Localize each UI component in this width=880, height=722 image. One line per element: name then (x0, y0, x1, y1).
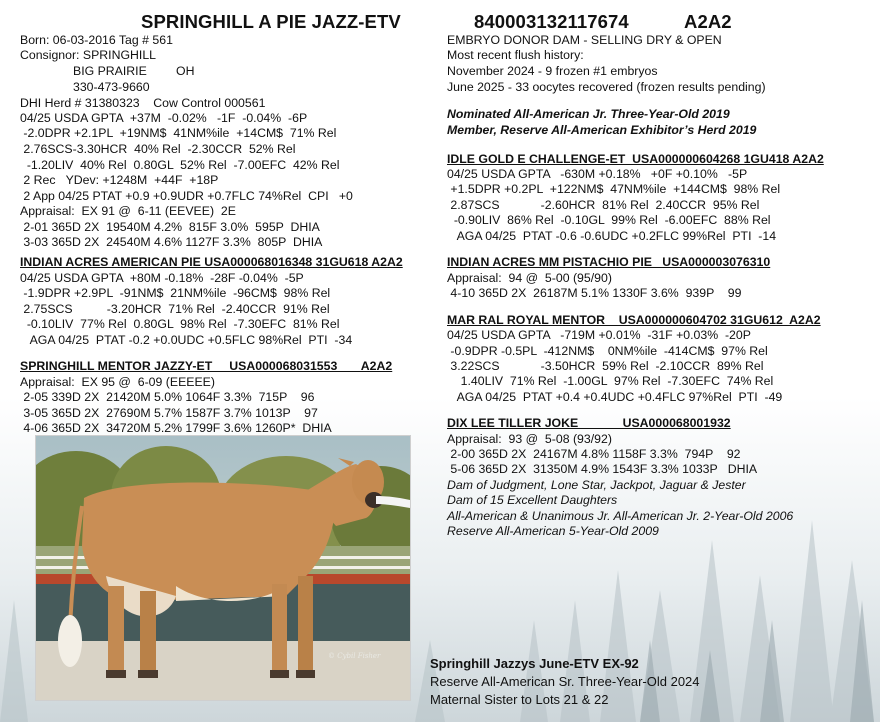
left-column (0, 0, 440, 436)
animal-name: SPRINGHILL A PIE JAZZ-ETV (141, 11, 401, 32)
mentor-line: 04/25 USDA GPTA -719M +0.01% -31F +0.03% -20P (447, 328, 751, 342)
beta-casein: A2A2 (684, 11, 732, 32)
idle-line: 04/25 USDA GPTA -630M +0.18% +0F +0.10% -5P (447, 167, 748, 181)
sire-line: -1.9DPR +2.9PL -91NM$ 21NM%ile -96CM$ 98% Rel (20, 286, 331, 300)
mentor-line: 3.22SCS -3.50HCR 59% Rel -2.10CCR 89% Rel (447, 359, 764, 373)
flush-history-line: June 2025 - 33 oocytes recovered (frozen results pending) (447, 80, 766, 94)
mentor-line: 1.40LIV 71% Rel -1.00GL 97% Rel -7.30EFC 74% Rel (447, 374, 774, 388)
sire-line: 04/25 USDA GPTA +80M -0.18% -28F -0.04% -5P (20, 271, 304, 285)
appraisal-line: Appraisal: EX 91 @ 6-11 (EEVEE) 2E (20, 204, 236, 218)
joke-line: 2-00 365D 2X 24167M 4.8% 1158F 3.3% 794P 92 (447, 447, 741, 461)
dam-line: 2-05 339D 2X 21420M 5.0% 1064F 3.3% 715P 96 (20, 390, 315, 404)
dam-line: Appraisal: EX 95 @ 6-09 (EEEEE) (20, 375, 215, 389)
mentor-title: MAR RAL ROYAL MENTOR USA000000604702 31GU612 A2A2 (447, 313, 821, 327)
consignor-line: Consignor: SPRINGHILL (20, 48, 157, 62)
pistachio-line: 4-10 365D 2X 26187M 5.1% 1330F 3.6% 939P 99 (447, 286, 742, 300)
dhi-line: DHI Herd # 31380323 Cow Control 000561 (20, 96, 266, 110)
dam-line: 4-06 365D 2X 34720M 5.2% 1799F 3.6% 1260P* DHIA (20, 421, 332, 435)
gpta-line: -1.20LIV 40% Rel 0.80GL 52% Rel -7.00EFC 42% Rel (20, 158, 340, 172)
joke-line: 5-06 365D 2X 31350M 4.9% 1543F 3.3% 1033P DHIA (447, 462, 758, 476)
caption-line: Reserve All-American Sr. Three-Year-Old 2024 (430, 674, 700, 689)
gpta-line: 04/25 USDA GPTA +37M -0.02% -1F -0.04% -6P (20, 111, 308, 125)
pistachio-line: Appraisal: 94 @ 5-00 (95/90) (447, 271, 612, 285)
joke-line: Appraisal: 93 @ 5-08 (93/92) (447, 432, 612, 446)
idle-line: -0.90LIV 86% Rel -0.10GL 99% Rel -6.00EFC 88% Rel (447, 213, 771, 227)
consignor-state: OH (176, 64, 195, 78)
idle-line: +1.5DPR +0.2PL +122NM$ 47NM%ile +144CM$ 98% Rel (447, 182, 781, 196)
record-line: 3-03 365D 2X 24540M 4.6% 1127F 3.3% 805P DHIA (20, 235, 323, 249)
dam-line: 3-05 365D 2X 27690M 5.7% 1587F 3.7% 1013P 97 (20, 406, 318, 420)
joke-note: Dam of Judgment, Lone Star, Jackpot, Jaguar & Jester (447, 478, 746, 492)
registration-number: 840003132117674 (474, 11, 629, 32)
sire-line: 2.75SCS -3.20HCR 71% Rel -2.40CCR 91% Rel (20, 302, 330, 316)
consignor-phone: 330-473-9660 (73, 80, 150, 94)
born-line: Born: 06-03-2016 Tag # 561 (20, 33, 173, 47)
caption-title: Springhill Jazzys June-ETV EX-92 (430, 656, 639, 671)
honor-line: Member, Reserve All-American Exhibitor’s Herd 2019 (447, 123, 757, 137)
gpta-line: 2.76SCS-3.30HCR 40% Rel -2.30CCR 52% Rel (20, 142, 296, 156)
sire-line: -0.10LIV 77% Rel 0.80GL 98% Rel -7.30EFC 81% Rel (20, 317, 340, 331)
joke-note: Dam of 15 Excellent Daughters (447, 493, 618, 507)
embryo-line: EMBRYO DONOR DAM - SELLING DRY & OPEN (447, 33, 722, 47)
joke-note: All-American & Unanimous Jr. All-American Jr. 2-Year-Old 2006 (447, 509, 794, 523)
joke-title: DIX LEE TILLER JOKE USA000068001932 (447, 416, 731, 430)
mentor-line: -0.9DPR -0.5PL -412NM$ 0NM%ile -414CM$ 97% Rel (447, 344, 768, 358)
dam-title: SPRINGHILL MENTOR JAZZY-ET USA000068031553 A2A2 (20, 359, 393, 373)
cow-illustration (36, 436, 410, 700)
sire-line: AGA 04/25 PTAT -0.2 +0.0UDC +0.5FLC 98%Rel PTI -34 (20, 333, 353, 347)
idle-line: AGA 04/25 PTAT -0.6 -0.6UDC +0.2FLC 99%Rel PTI -14 (447, 229, 777, 243)
photographer-signature: © Cybil Fisher (328, 652, 381, 660)
record-line: 2-01 365D 2X 19540M 4.2% 815F 3.0% 595P DHIA (20, 220, 320, 234)
honor-line: Nominated All-American Jr. Three-Year-Old 2019 (447, 107, 730, 121)
mentor-line: AGA 04/25 PTAT +0.4 +0.4UDC +0.4FLC 97%Rel PTI -49 (447, 390, 783, 404)
gpta-line: -2.0DPR +2.1PL +19NM$ 41NM%ile +14CM$ 71% Rel (20, 126, 337, 140)
cow-photo (36, 436, 410, 700)
caption-line: Maternal Sister to Lots 21 & 22 (430, 692, 609, 707)
idle-title: IDLE GOLD E CHALLENGE-ET USA000000604268 1GU418 A2A2 (447, 152, 824, 166)
consignor-city: BIG PRAIRIE (73, 64, 147, 78)
gpta-line: 2 App 04/25 PTAT +0.9 +0.9UDR +0.7FLC 74%Rel CPI +0 (20, 189, 353, 203)
idle-line: 2.87SCS -2.60HCR 81% Rel 2.40CCR 95% Rel (447, 198, 760, 212)
pistachio-title: INDIAN ACRES MM PISTACHIO PIE USA000003076310 (447, 255, 771, 269)
right-column (440, 0, 880, 540)
sire-title: INDIAN ACRES AMERICAN PIE USA000068016348 31GU618 A2A2 (20, 255, 403, 269)
flush-history-line: Most recent flush history: (447, 48, 584, 62)
joke-note: Reserve All-American 5-Year-Old 2009 (447, 524, 659, 538)
flush-history-line: November 2024 - 9 frozen #1 embryos (447, 64, 658, 78)
gpta-line: 2 Rec YDev: +1248M +44F +18P (20, 173, 219, 187)
